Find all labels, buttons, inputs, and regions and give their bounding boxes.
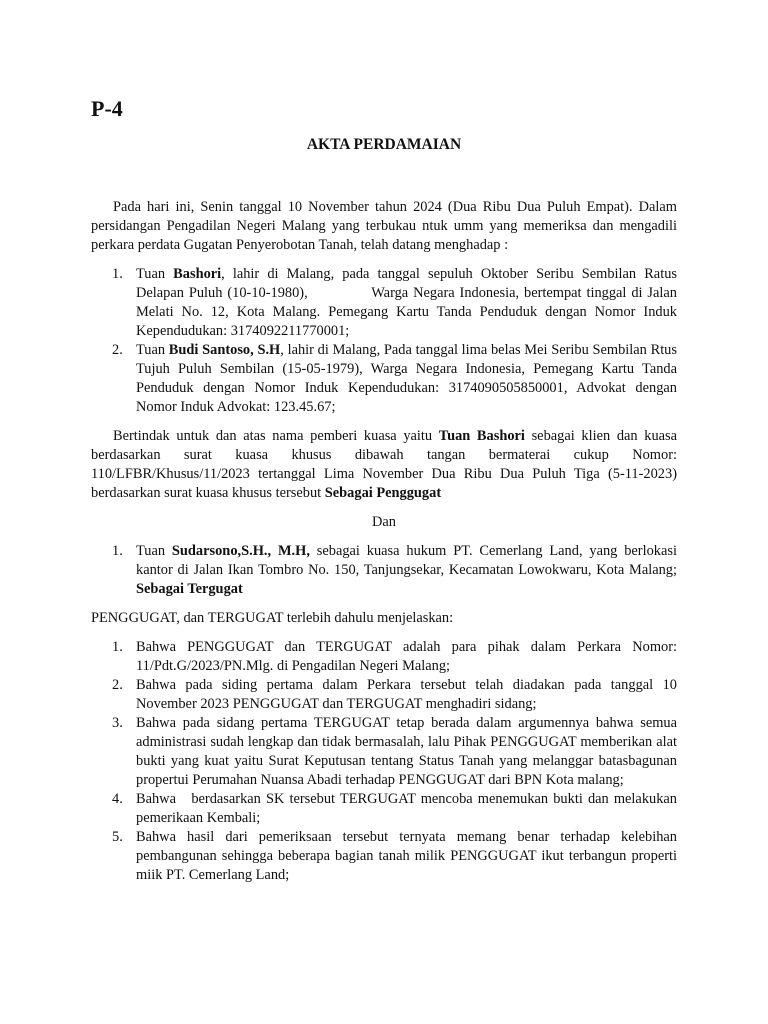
defendant-role: Sebagai Tergugat (136, 581, 243, 597)
list-number: 4. (112, 791, 123, 807)
connector-text: Dan (372, 514, 396, 530)
point-text: Bahwa PENGGUGAT dan TERGUGAT adalah para pihak dalam Perkara Nomor: 11/Pdt.G/2023/PN.Mlg. di Pengadilan Negeri Malang; (136, 639, 677, 674)
plaintiff-list (91, 265, 681, 417)
list-item (91, 341, 677, 417)
representation-text: sebagai klien dan kuasa berdasarkan surat kuasa khusus dibawah tangan bermaterai cukup Nomor: 110/LFBR/Khusus/11/2023 tertanggal Lima November Dua Ribu Dua Puluh Tiga (5-11-2023) berdasarkan surat kuasa khusus tersebut (91, 428, 678, 501)
intro-paragraph: Pada hari ini, Senin tanggal 10 November tahun 2024 (Dua Ribu Dua Puluh Empat). Dalam persidangan Pengadilan Negeri Malang yang terbukau ntuk umm yang memeriksa dan mengadili perkara perdata Gugatan Penyerobotan Tanah, telah datang menghadap : (91, 199, 677, 253)
party-name: Budi Santoso, S.H (168, 342, 281, 358)
representation-text: Bertindak untuk dan atas nama pemberi kuasa yaitu (113, 428, 439, 444)
party-name: Bashori (173, 266, 222, 282)
list-number: 3. (112, 715, 123, 731)
list-number: 1. (112, 639, 123, 655)
explain-intro: PENGGUGAT, dan TERGUGAT terlebih dahulu menjelaskan: (91, 610, 454, 626)
list-number: 5. (112, 829, 123, 845)
representation-paragraph (91, 427, 677, 503)
party-details: , lahir di Malang, pada tanggal sepuluh Oktober Seribu Sembilan Ratus Delapan Puluh (10-10-1980), Warga Negara Indonesia, bertempat tinggal di Jalan Melati No. 12, Kota Malang. Pemegang Kartu Tanda Penduduk dengan Nomor Induk Kependudukan: 3174092211770001; (136, 266, 681, 339)
plaintiff-role: Sebagai Penggugat (324, 485, 442, 501)
list-item (91, 676, 677, 714)
document-page (91, 96, 681, 885)
party-details: sebagai kuasa hukum PT. Cemerlang Land, yang berlokasi kantor di Jalan Ikan Tombro No. 150, Tanjungsekar, Kecamatan Lowokwaru, Kota Malang; (136, 543, 677, 578)
list-item (91, 828, 677, 885)
list-number: 1. (112, 543, 123, 559)
list-item (91, 714, 677, 790)
point-text: Bahwa pada siding pertama dalam Perkara tersebut telah diadakan pada tanggal 10 November 2023 PENGGUGAT dan TERGUGAT menghadiri sidang; (136, 677, 677, 712)
point-text: Bahwa pada sidang pertama TERGUGAT tetap berada dalam argumennya bahwa semua administrasi sudah lengkap dan tidak bermasalah, lalu Pihak PENGGUGAT memberikan alat bukti yang kuat yaitu Surat Keputusan tentang Status Tanah yang melanggar batasbagunan propertui Perumahan Nuansa Abadi terhadap PENGGUGAT dari BPN Kota malang; (136, 715, 677, 788)
party-prefix: Tuan (136, 266, 174, 282)
list-item (91, 790, 681, 828)
list-number: 1. (112, 266, 123, 282)
defendant-list (91, 542, 677, 599)
client-name: Tuan Bashori (438, 428, 525, 444)
document-code: P-4 (91, 96, 123, 121)
point-text: Bahwa hasil dari pemeriksaan tersebut ternyata memang benar terhadap kelebihan pembangunan sehingga beberapa bagian tanah milik PENGGUGAT ikut terbangun properti miik PT. Cemerlang Land; (136, 829, 677, 883)
list-number: 2. (112, 677, 123, 693)
list-item (91, 265, 681, 341)
list-item (91, 542, 677, 599)
party-details: , lahir di Malang, Pada tanggal lima belas Mei Seribu Sembilan Rtus Tujuh Puluh Sembilan (15-05-1979), Warga Negara Indonesia, Pemegang Kartu Tanda Penduduk dengan Nomor Induk Kependudukan: 3174090505850001, Advokat dengan Nomor Induk Advokat: 123.45.67; (136, 342, 677, 415)
explanation-list (91, 638, 681, 885)
party-prefix: Tuan (136, 342, 169, 358)
party-prefix: Tuan (136, 543, 172, 559)
list-item (91, 638, 677, 676)
point-text: Bahwa berdasarkan SK tersebut TERGUGAT mencoba menemukan bukti dan melakukan pemerikaan Kembali; (136, 791, 681, 826)
document-title: AKTA PERDAMAIAN (306, 136, 462, 153)
party-name: Sudarsono,S.H., M.H, (171, 543, 310, 559)
list-number: 2. (112, 342, 123, 358)
